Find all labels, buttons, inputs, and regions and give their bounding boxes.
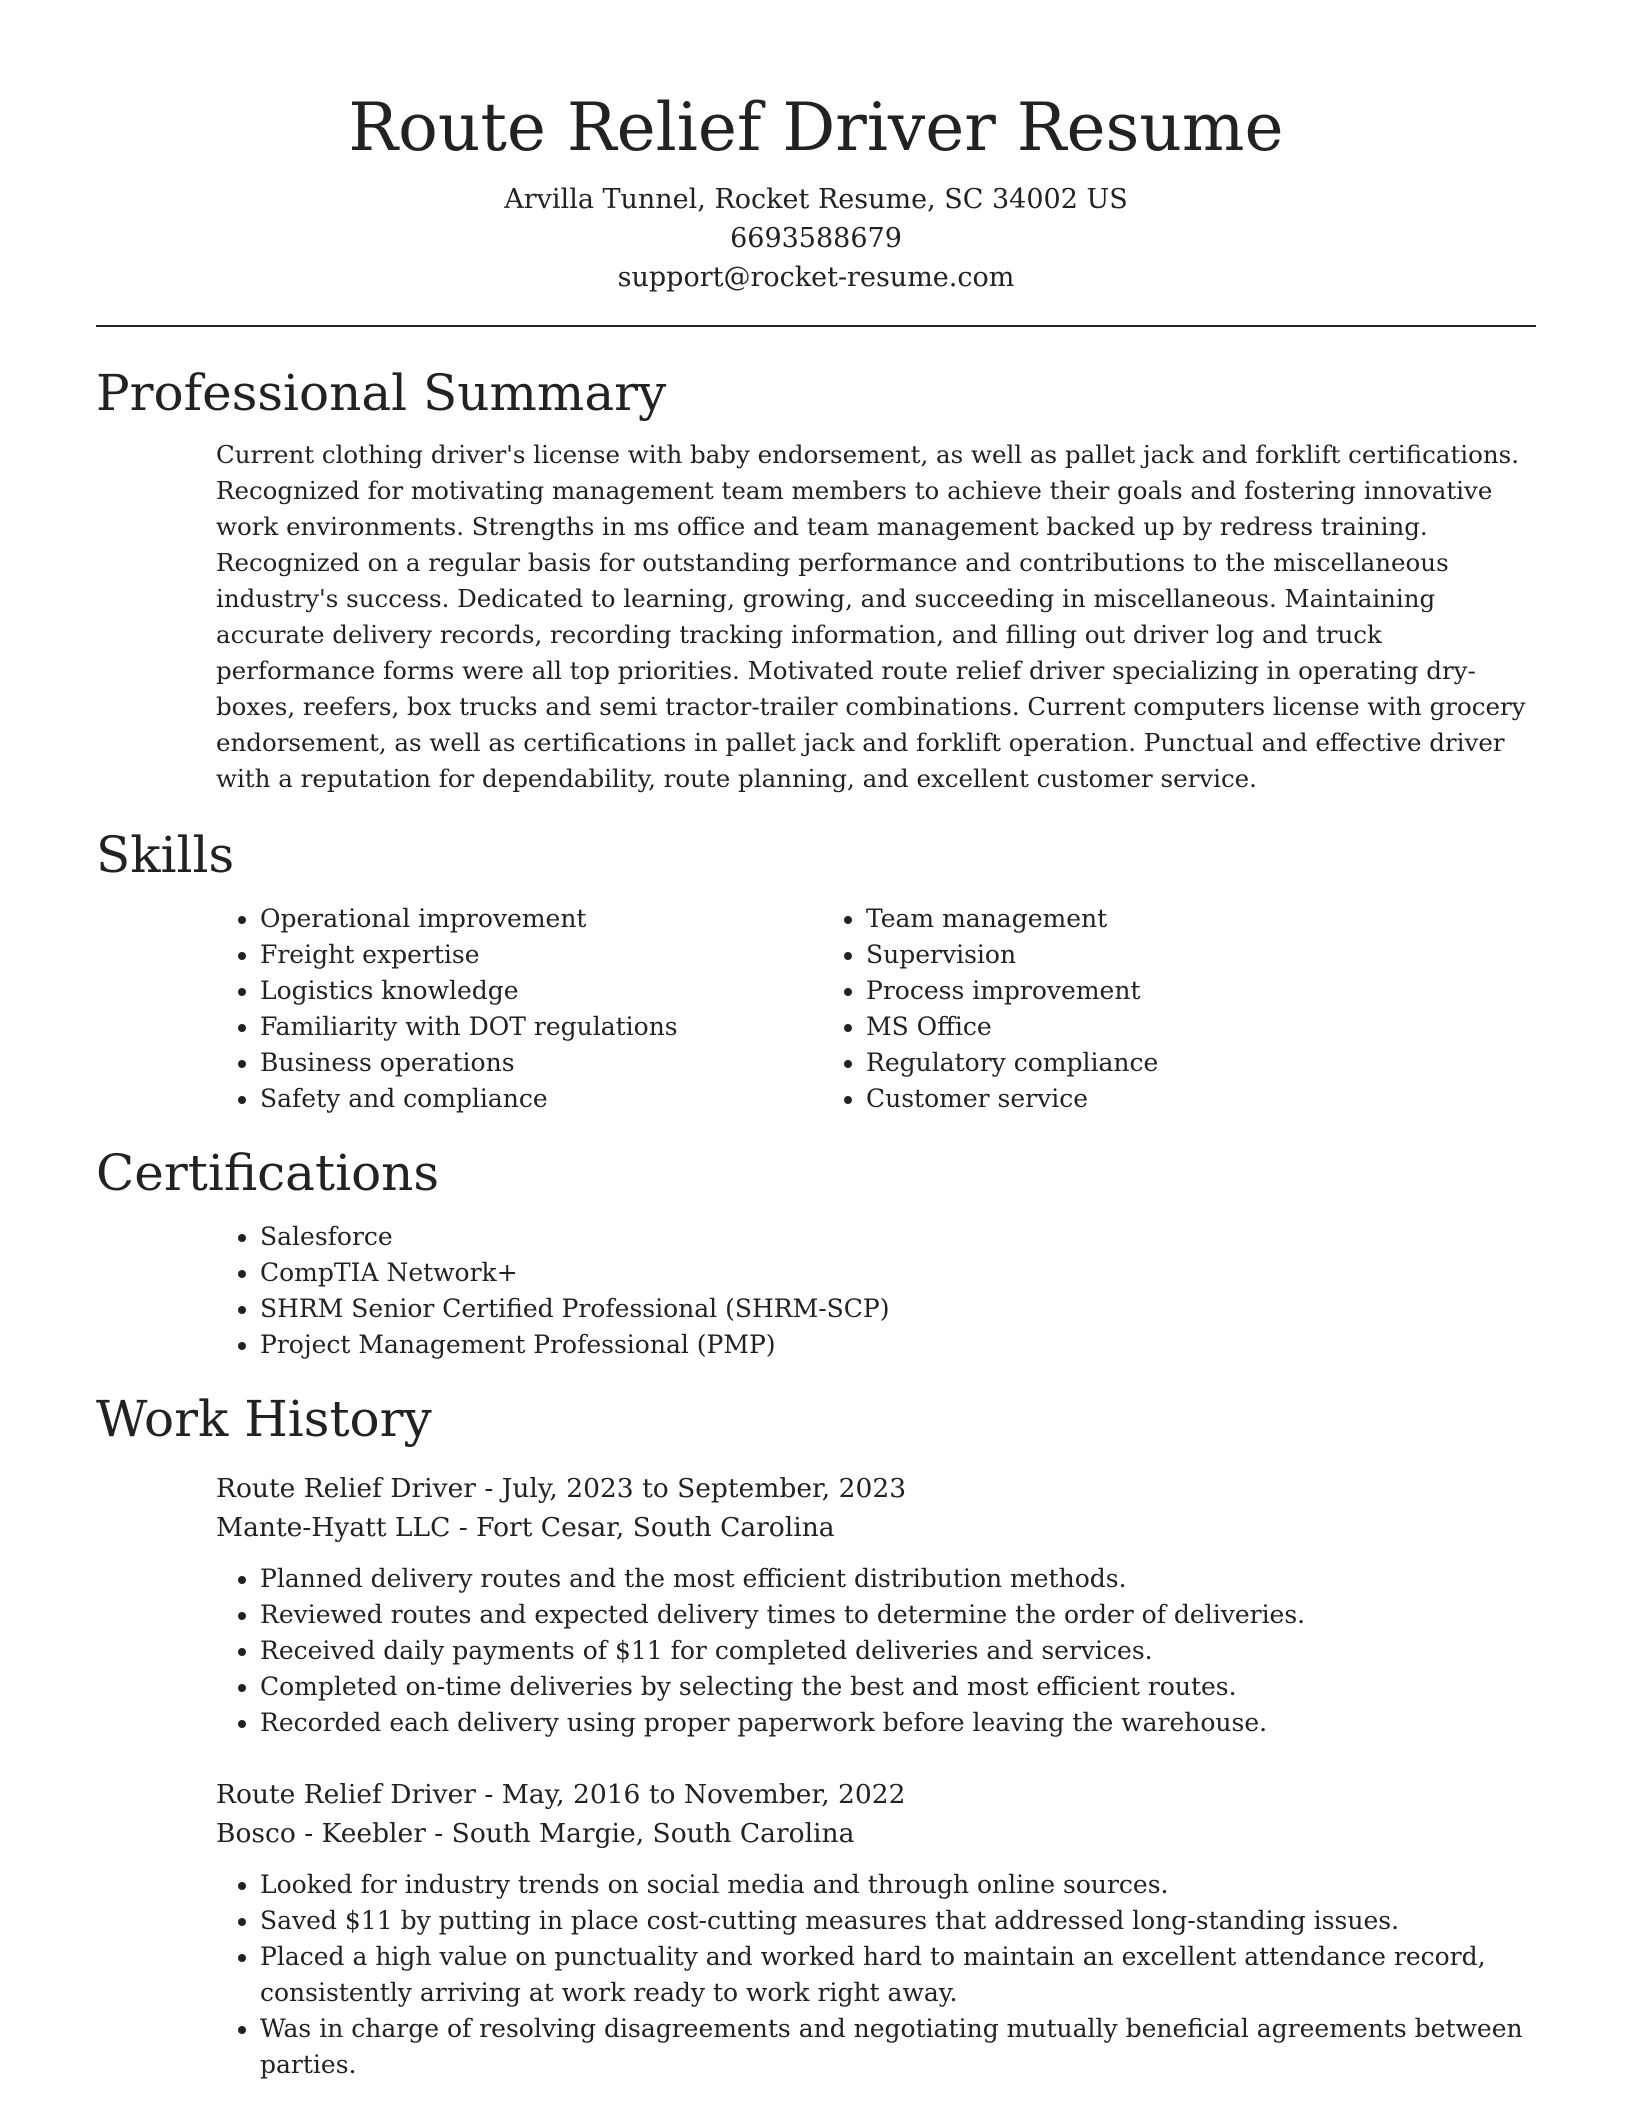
job-bullets (216, 1561, 1536, 1741)
certifications-heading: Certifications (96, 1144, 440, 1202)
skill-item: • Supervision (866, 937, 1428, 973)
certification-item: • Salesforce (260, 1219, 1536, 1255)
certification-item: • CompTIA Network+ (260, 1255, 1536, 1291)
job-company-line: Bosco - Keebler - South Margie, South Carolina (216, 1818, 855, 1849)
work-history-section (96, 1387, 1536, 2083)
certifications-list (216, 1219, 1536, 1363)
skill-item: • Regulatory compliance (866, 1045, 1428, 1081)
work-history-heading: Work History (96, 1390, 432, 1448)
skill-item: • MS Office (866, 1009, 1428, 1045)
contact-email: support@rocket-resume.com (617, 262, 1015, 293)
skill-item: • Team management (866, 901, 1428, 937)
skill-item: • Operational improvement (260, 901, 822, 937)
job-company-line: Mante-Hyatt LLC - Fort Cesar, South Carolina (216, 1512, 835, 1543)
skills-section (96, 823, 1536, 1117)
job-role-line: Route Relief Driver - July, 2023 to September, 2023 (216, 1473, 907, 1504)
skill-item: • Process improvement (866, 973, 1428, 1009)
certifications-section (96, 1141, 1536, 1363)
resume-page (96, 0, 1536, 2083)
certification-item: • SHRM Senior Certified Professional (SHRM-SCP) (260, 1291, 1536, 1327)
job-bullet: • Placed a high value on punctuality and worked hard to maintain an excellent attendance record, consistently arriving at work ready to work right away. (260, 1939, 1536, 2011)
contact-address: Arvilla Tunnel, Rocket Resume, SC 34002 US (504, 184, 1128, 215)
job-bullet: • Looked for industry trends on social media and through online sources. (260, 1867, 1536, 1903)
summary-heading: Professional Summary (96, 364, 667, 422)
job-bullet: • Received daily payments of $11 for completed deliveries and services. (260, 1633, 1536, 1669)
skill-item: • Familiarity with DOT regulations (260, 1009, 822, 1045)
job-entry (216, 1469, 1536, 1741)
contact-block (96, 180, 1536, 297)
skills-columns (216, 901, 1536, 1117)
job-bullet: • Completed on-time deliveries by selecting the best and most efficient routes. (260, 1669, 1536, 1705)
skill-item: • Freight expertise (260, 937, 822, 973)
skill-item: • Business operations (260, 1045, 822, 1081)
job-bullets (216, 1867, 1536, 2083)
contact-phone: 6693588679 (730, 223, 902, 254)
job-bullet: • Planned delivery routes and the most efficient distribution methods. (260, 1561, 1536, 1597)
skill-item: • Logistics knowledge (260, 973, 822, 1009)
skill-item: • Safety and compliance (260, 1081, 822, 1117)
skill-item: • Customer service (866, 1081, 1428, 1117)
job-bullet: • Saved $11 by putting in place cost-cutting measures that addressed long-standing issues. (260, 1903, 1536, 1939)
skills-list-left (216, 901, 822, 1117)
resume-title: Route Relief Driver Resume (348, 89, 1284, 166)
job-bullet: • Reviewed routes and expected delivery times to determine the order of deliveries. (260, 1597, 1536, 1633)
job-bullet: • Was in charge of resolving disagreements and negotiating mutually beneficial agreements between parties. (260, 2011, 1536, 2083)
summary-section (96, 361, 1536, 797)
header-divider (96, 325, 1536, 327)
job-bullet: • Recorded each delivery using proper paperwork before leaving the warehouse. (260, 1705, 1536, 1741)
summary-text: Current clothing driver's license with baby endorsement, as well as pallet jack and forklift certifications. Recognized for motivating management team members to achieve their goals and fostering innovative work environments. Strengths in ms office and team management backed up by redress training. Recognized on a regular basis for outstanding performance and contributions to the miscellaneous industry's success. Dedicated to learning, growing, and succeeding in miscellaneous. Maintaining accurate delivery records, recording tracking information, and filling out driver log and truck performance forms were all top priorities. Motivated route relief driver specializing in operating dry-boxes, reefers, box trucks and semi tractor-trailer combinations. Current computers license with grocery endorsement, as well as certifications in pallet jack and forklift operation. Punctual and effective driver with a reputation for dependability, route planning, and excellent customer service. (216, 440, 1526, 793)
skills-list-right (822, 901, 1428, 1117)
certification-item: • Project Management Professional (PMP) (260, 1327, 1536, 1363)
skills-heading: Skills (96, 826, 235, 884)
job-role-line: Route Relief Driver - May, 2016 to November, 2022 (216, 1779, 906, 1810)
resume-header (96, 0, 1536, 297)
job-entry (216, 1775, 1536, 2083)
